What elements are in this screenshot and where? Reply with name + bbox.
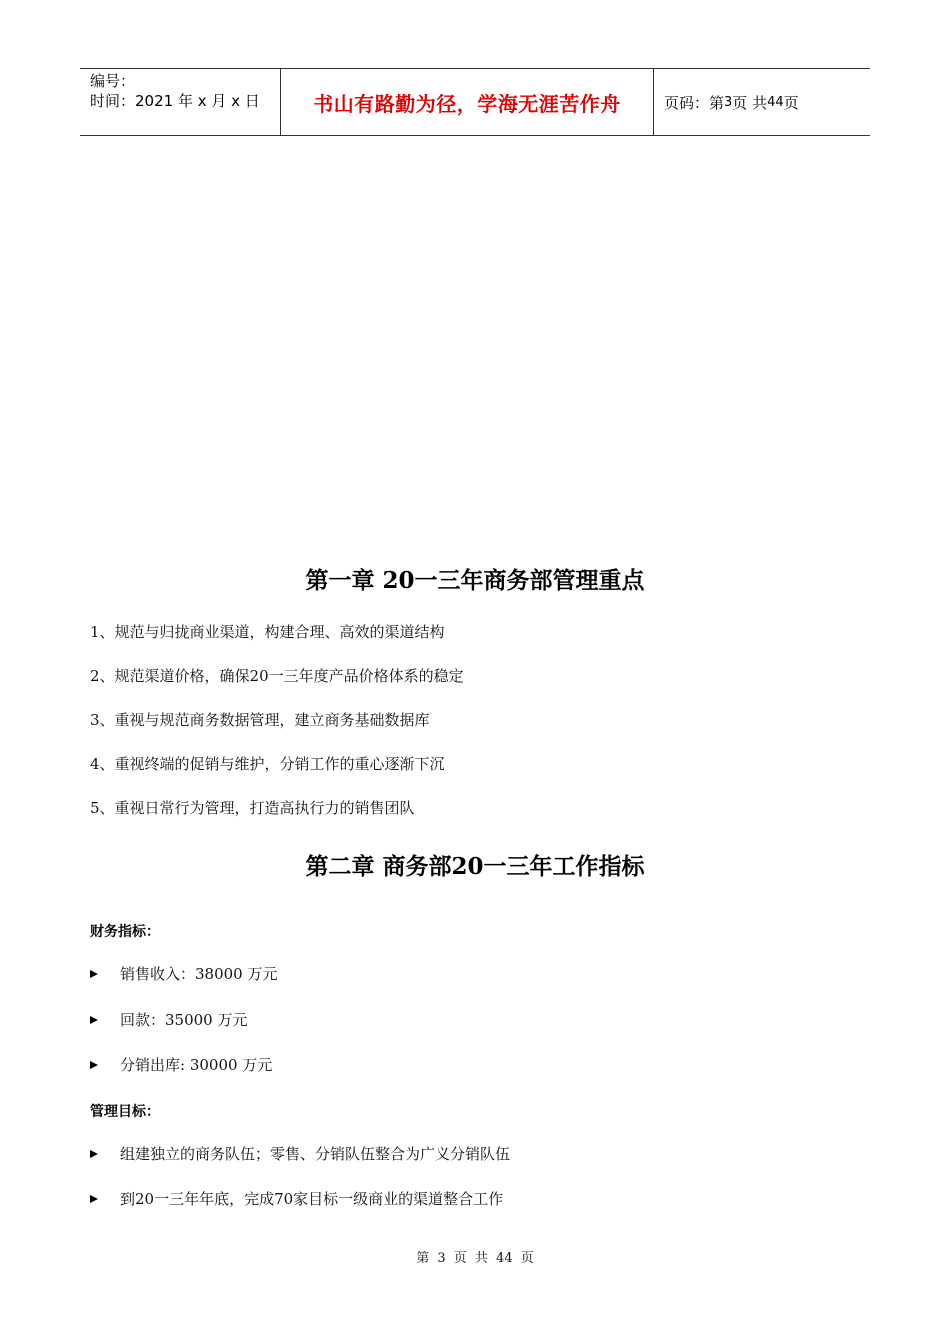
page-header <box>80 68 870 136</box>
bullet-arrow-icon <box>90 970 98 978</box>
header-motto: 书山有路勤为径，学海无涯苦作舟 <box>281 69 654 135</box>
bullet-arrow-icon <box>90 1061 98 1069</box>
finance-item <box>90 963 278 984</box>
mgmt-section-title: 管理目标： <box>90 1104 160 1120</box>
chapter-1-title: 第一章 20一三年商务部管理重点 <box>305 567 645 594</box>
header-meta <box>80 69 281 135</box>
header-page-info <box>654 69 870 135</box>
chapter-2-title: 第二章 商务部20一三年工作指标 <box>305 853 645 880</box>
mgmt-item-text: 到20一三年年底，完成70家目标一级商业的渠道整合工作 <box>120 1190 504 1208</box>
bullet-arrow-icon <box>90 1195 98 1203</box>
page-total: 44 <box>767 94 784 110</box>
list-item: 1、规范与归拢商业渠道，构建合理、高效的渠道结构 <box>90 623 445 641</box>
finance-item <box>90 1054 272 1075</box>
finance-item-text: 销售收入：38000 万元 <box>120 965 278 983</box>
page-mid: 页 共 <box>732 93 768 112</box>
finance-item-text: 回款：35000 万元 <box>120 1011 248 1029</box>
code-label: 编号： <box>90 72 136 90</box>
mgmt-item <box>90 1188 503 1209</box>
page-suffix: 页 <box>783 93 799 112</box>
page-footer: 第 3 页 共 44 页 <box>416 1251 534 1266</box>
bullet-arrow-icon <box>90 1150 98 1158</box>
list-item: 4、重视终端的促销与维护，分销工作的重心逐渐下沉 <box>90 755 445 773</box>
finance-item <box>90 1009 248 1030</box>
mgmt-item-text: 组建独立的商务队伍；零售、分销队伍整合为广义分销队伍 <box>120 1145 511 1163</box>
list-item: 3、重视与规范商务数据管理，建立商务基础数据库 <box>90 711 430 729</box>
bullet-arrow-icon <box>90 1016 98 1024</box>
page-prefix: 页码：第 <box>664 93 725 112</box>
finance-section-title: 财务指标： <box>90 924 160 940</box>
mgmt-item <box>90 1143 510 1164</box>
finance-item-text: 分销出库: 30000 万元 <box>120 1056 273 1074</box>
list-item: 5、重视日常行为管理，打造高执行力的销售团队 <box>90 799 415 817</box>
list-item: 2、规范渠道价格，确保20一三年度产品价格体系的稳定 <box>90 667 464 685</box>
page-number: 3 <box>724 94 733 110</box>
time-text: 时间：2021 年 x 月 x 日 <box>90 92 260 110</box>
